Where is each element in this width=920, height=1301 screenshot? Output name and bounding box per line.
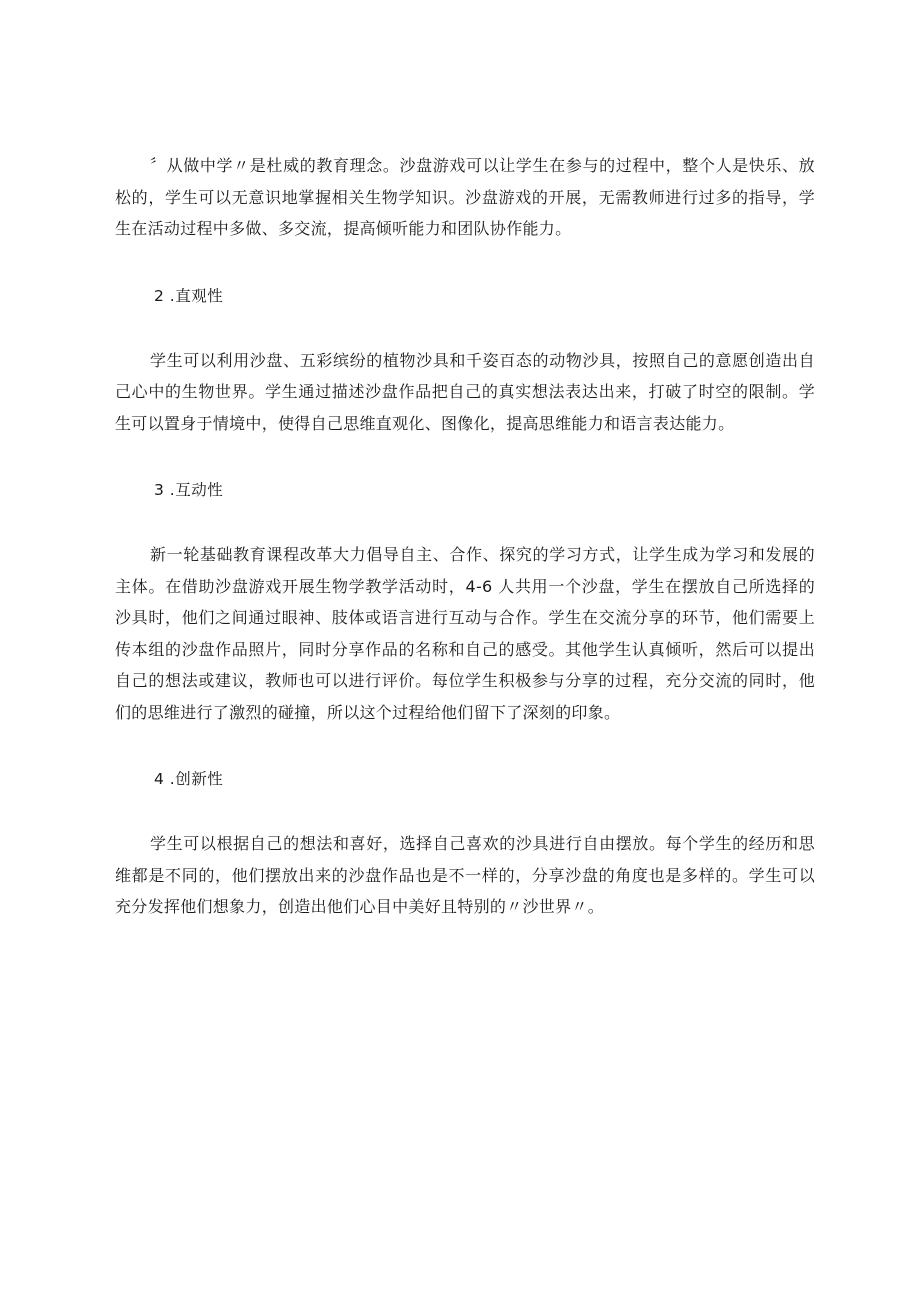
document-body [115, 150, 815, 923]
section-paragraph-innovation: 学生可以根据自己的想法和喜好，选择自己喜欢的沙具进行自由摆放。每个学生的经历和思维都是不同的，他们摆放出来的沙盘作品也是不一样的，分享沙盘的角度也是多样的。学生可以充分发挥他们想象力，创造出他们心目中美好且特别的〃沙世界〃。 [115, 834, 815, 916]
section-heading-intuitiveness: 2 .直观性 [154, 286, 224, 305]
intro-paragraph: 〞从做中学〃是杜威的教育理念。沙盘游戏可以让学生在参与的过程中，整个人是快乐、放松的，学生可以无意识地掌握相关生物学知识。沙盘游戏的开展，无需教师进行过多的指导，学生在活动过程中多做、多交流，提高倾听能力和团队协作能力。 [115, 156, 815, 238]
section-paragraph-interactivity: 新一轮基础教育课程改革大力倡导自主、合作、探究的学习方式，让学生成为学习和发展的主体。在借助沙盘游戏开展生物学教学活动时，4-6 人共用一个沙盘，学生在摆放自己所选择的沙具时，他们之间通过眼神、肢体或语言进行互动与合作。学生在交流分享的环节，他们需要上传本组的沙盘作品照片，同时分享作品的名称和自己的感受。其他学生认真倾听，然后可以提出自己的想法或建议，教师也可以进行评价。每位学生积极参与分享的过程，充分交流的同时，他们的思维进行了激烈的碰撞，所以这个过程给他们留下了深刻的印象。 [115, 545, 815, 722]
section-heading-interactivity: 3 .互动性 [154, 481, 224, 499]
section-paragraph-intuitiveness: 学生可以利用沙盘、五彩缤纷的植物沙具和千姿百态的动物沙具，按照自己的意愿创造出自己心中的生物世界。学生通过描述沙盘作品把自己的真实想法表达出来，打破了时空的限制。学生可以置身于情境中，使得自己思维直观化、图像化，提高思维能力和语言表达能力。 [115, 350, 815, 433]
section-heading-innovation: 4 .创新性 [154, 770, 224, 788]
